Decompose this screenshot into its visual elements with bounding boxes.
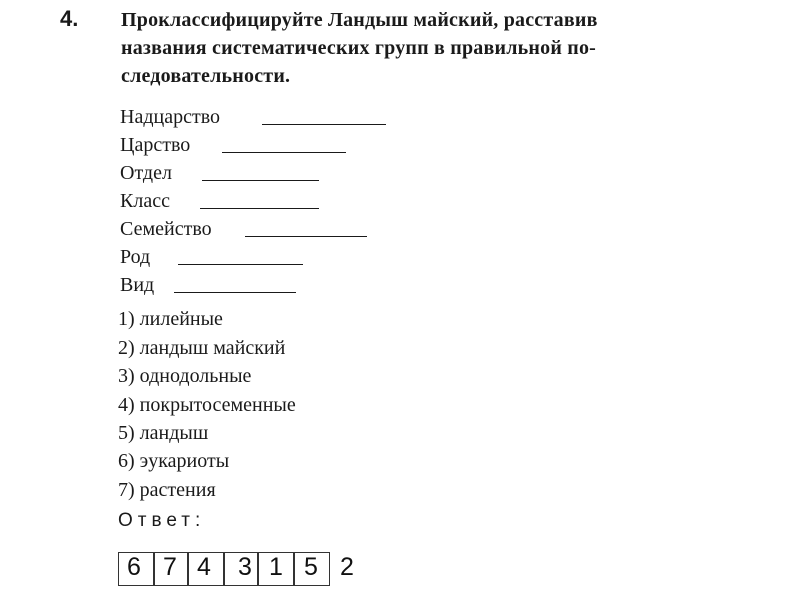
task-text	[121, 6, 741, 90]
option-item: 1) лилейные	[118, 308, 223, 330]
answer-digit: 3	[238, 553, 252, 581]
option-item: 6) эукариоты	[118, 450, 230, 472]
rank-label: Семейство	[120, 218, 212, 240]
answer-digit: 6	[127, 553, 141, 581]
option-item: 2) ландыш майский	[118, 337, 286, 359]
task-line: названия систематических групп в правильной по-	[121, 37, 597, 59]
answer-blank-line	[262, 124, 386, 125]
option-item: 7) растения	[118, 479, 216, 501]
answer-label: Ответ:	[118, 510, 206, 531]
task-line: следовательности.	[121, 65, 291, 87]
rank-label: Отдел	[120, 162, 172, 184]
option-item: 4) покрытосеменные	[118, 394, 296, 416]
rank-label: Надцарство	[120, 106, 220, 128]
answer-blank-line	[200, 208, 319, 209]
answer-digit: 2	[340, 553, 354, 581]
answer-blank-line	[174, 292, 296, 293]
answer-digit: 4	[197, 553, 211, 581]
answer-blank-line	[245, 236, 367, 237]
task-line: Проклассифицируйте Ландыш майский, расставив	[121, 9, 598, 31]
rank-row	[120, 215, 212, 243]
task-number: 4.	[60, 6, 79, 31]
answer-blank-line	[178, 264, 303, 265]
rank-row	[120, 271, 154, 299]
answer-blank-line	[222, 152, 346, 153]
rank-row	[120, 159, 172, 187]
rank-row	[120, 187, 170, 215]
rank-row	[120, 131, 190, 159]
answer-digit: 1	[269, 553, 283, 581]
rank-row	[120, 103, 220, 131]
answer-digit: 5	[304, 553, 318, 581]
option-item: 5) ландыш	[118, 422, 209, 444]
answer-blank-line	[202, 180, 319, 181]
rank-label: Род	[120, 246, 151, 268]
option-item: 3) однодольные	[118, 365, 252, 387]
rank-row	[120, 243, 150, 271]
answer-digit: 7	[163, 553, 177, 581]
rank-label: Вид	[120, 274, 155, 296]
rank-label: Царство	[120, 134, 191, 156]
rank-label: Класс	[120, 190, 170, 212]
